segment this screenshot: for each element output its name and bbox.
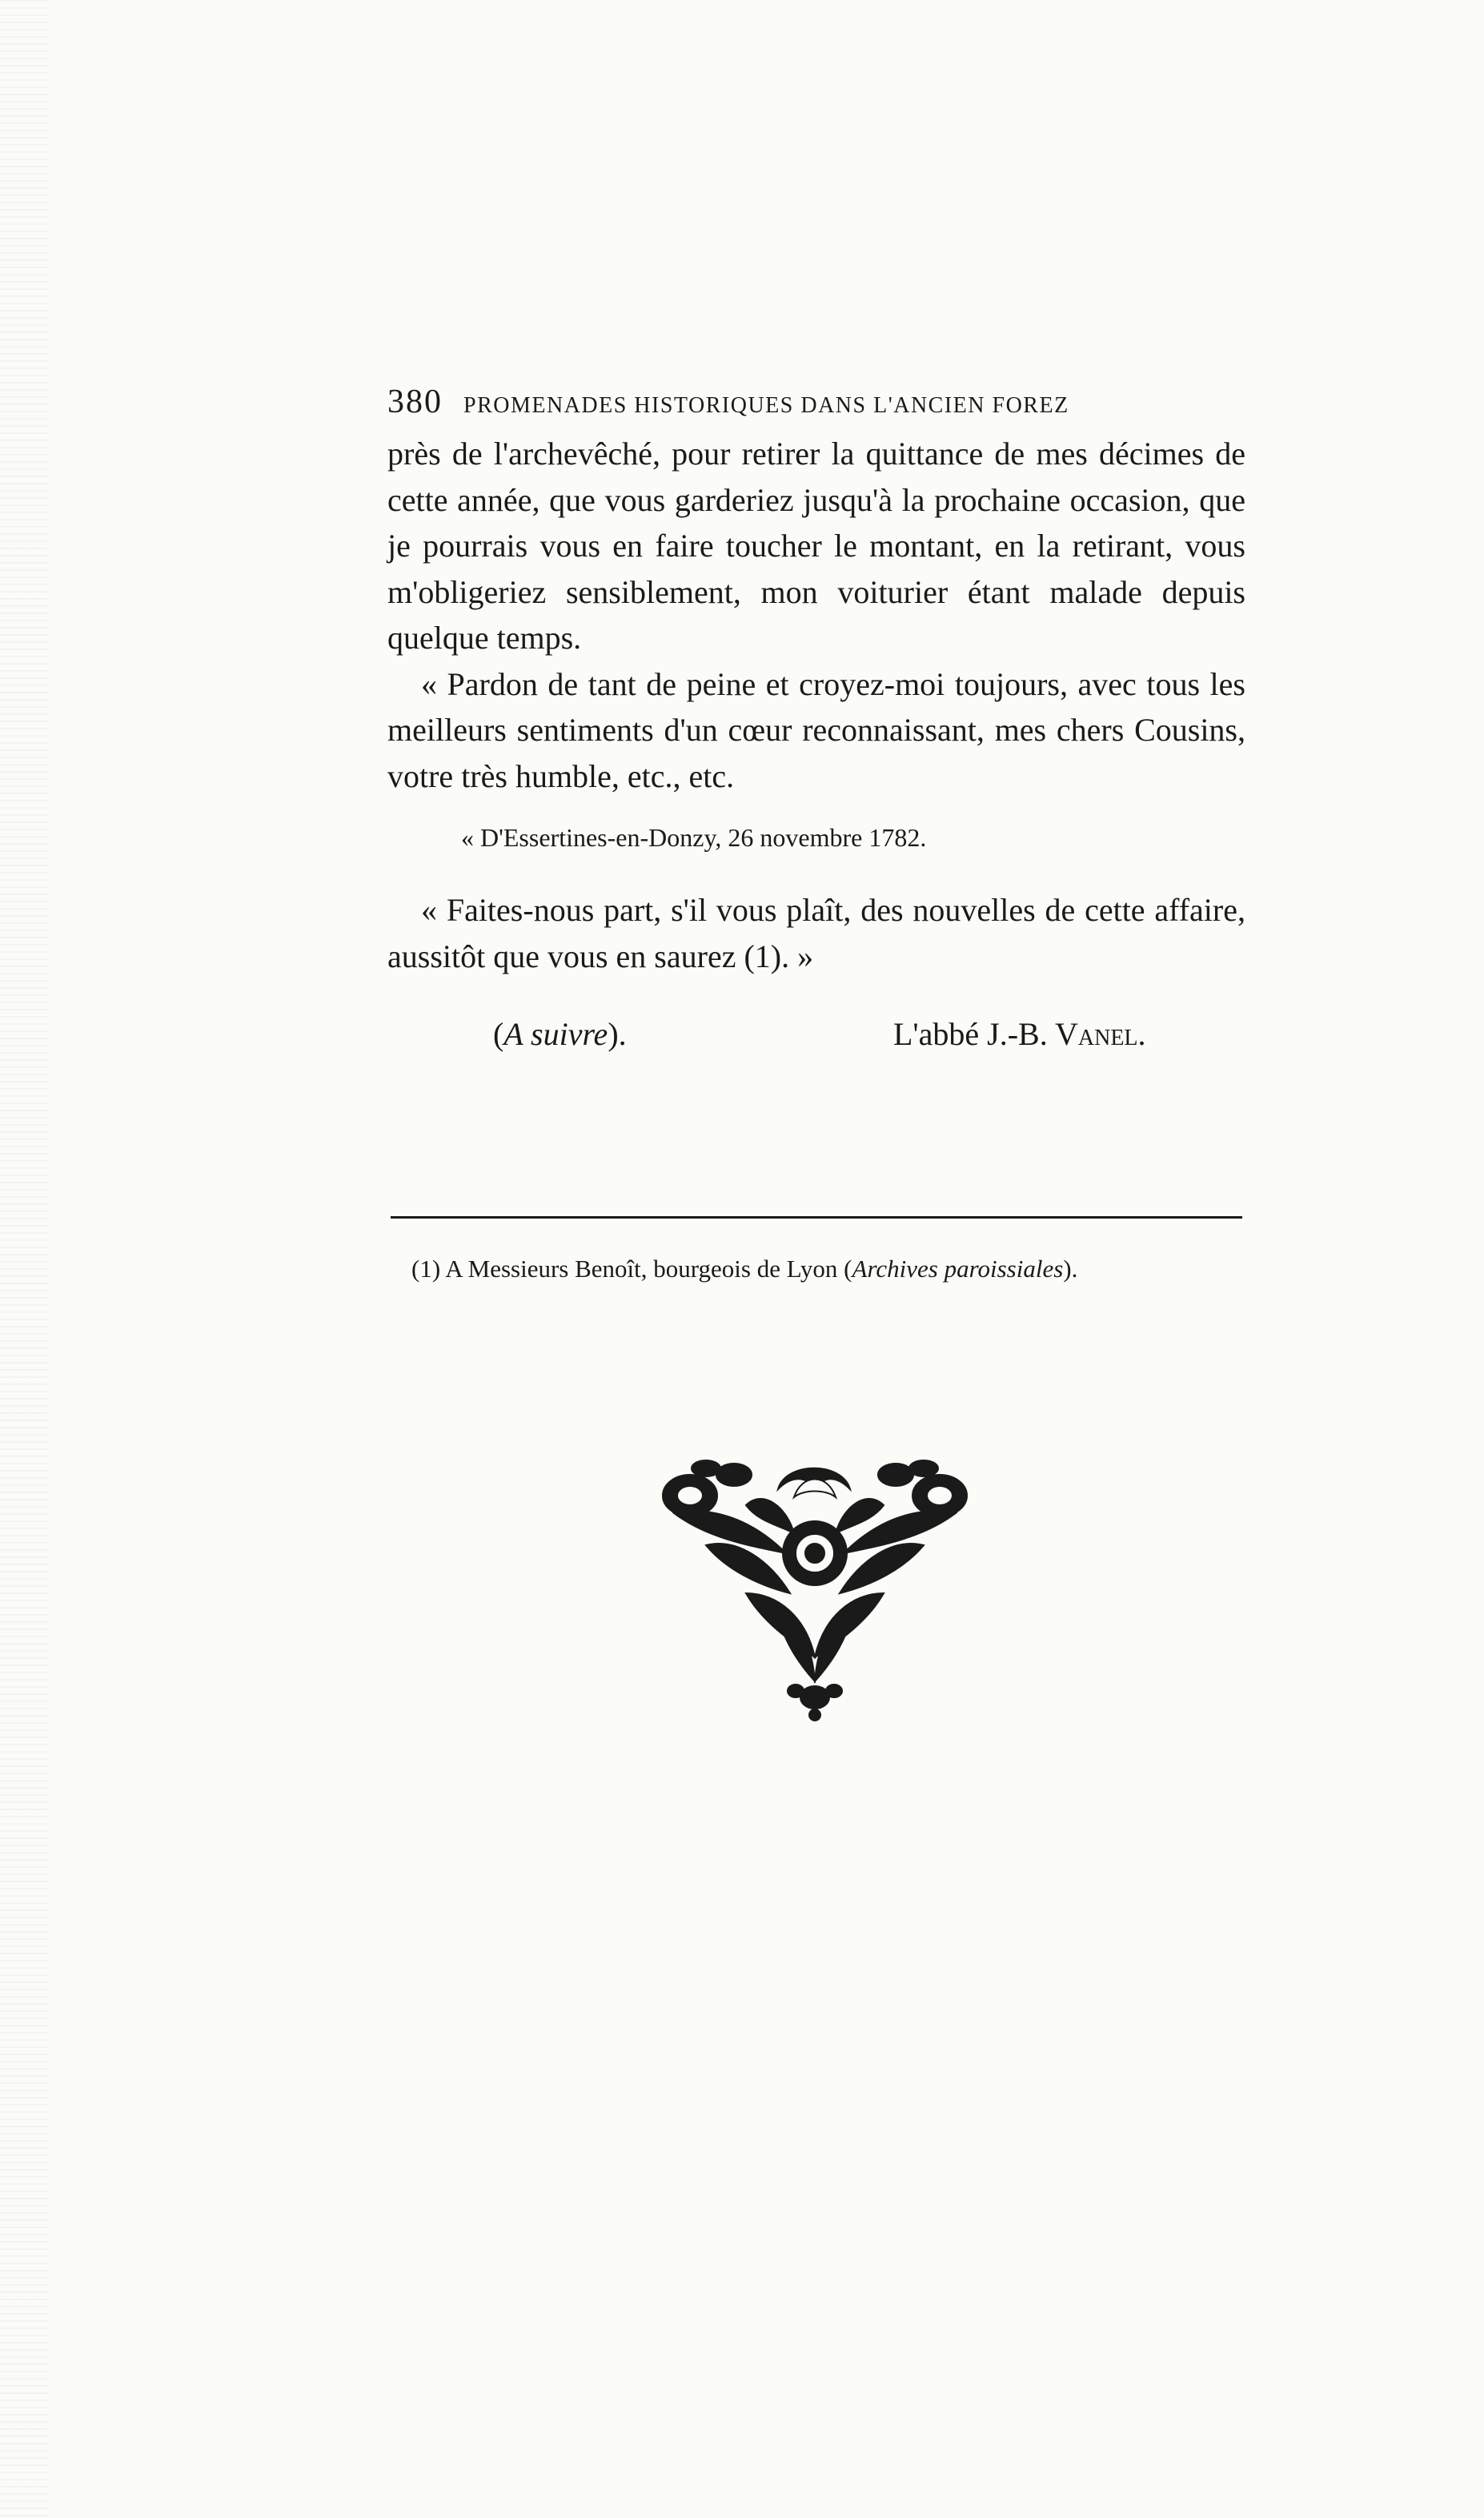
signature-row (387, 1011, 1245, 1057)
continued-close: ). (608, 1016, 627, 1052)
page-number: 380 (387, 384, 443, 420)
running-head (387, 383, 1245, 431)
footnote-source: Archives paroissiales (852, 1255, 1064, 1283)
signature-rest: anel. (1077, 1016, 1146, 1052)
signature-prefix: L'abbé J.-B. V (893, 1016, 1078, 1052)
continued-open: ( (493, 1016, 504, 1052)
footnote-rule (391, 1216, 1242, 1219)
continued-label: A suivre (503, 1016, 608, 1052)
footnote-close: ). (1063, 1255, 1078, 1283)
page-edge-speckle (0, 0, 48, 2518)
floral-tailpiece-icon (658, 1457, 972, 1721)
author-signature (893, 1011, 1146, 1057)
to-be-continued (493, 1011, 893, 1057)
paragraph-1: près de l'archevêché, pour retirer la quittance de mes décimes de cette année, que vous garderiez jusqu'à la prochaine occasion, que je pourrais vous en faire toucher le montant, en la retirant, vous m'obligeriez sensiblement, mon voiturier étant malade depuis quelque temps. (387, 436, 1245, 656)
paragraph-3: « Faites-nous part, s'il vous plaît, des nouvelles de cette affaire, aussitôt que vous en saurez (1). » (387, 892, 1245, 974)
footnote-text: A Messieurs Benoît, bourgeois de Lyon ( (445, 1255, 852, 1283)
footnote (411, 1251, 1244, 1287)
running-title: PROMENADES HISTORIQUES DANS L'ANCIEN FOREZ (463, 393, 1069, 418)
footnote-marker: (1) (411, 1255, 441, 1283)
text-block (387, 383, 1245, 1057)
dateline: « D'Essertines-en-Donzy, 26 novembre 1782. (461, 823, 927, 852)
paragraph-2: « Pardon de tant de peine et croyez-moi toujours, avec tous les meilleurs sentiments d'un cœur reconnaissant, mes chers Cousins, votre très humble, etc., etc. (387, 665, 1245, 794)
